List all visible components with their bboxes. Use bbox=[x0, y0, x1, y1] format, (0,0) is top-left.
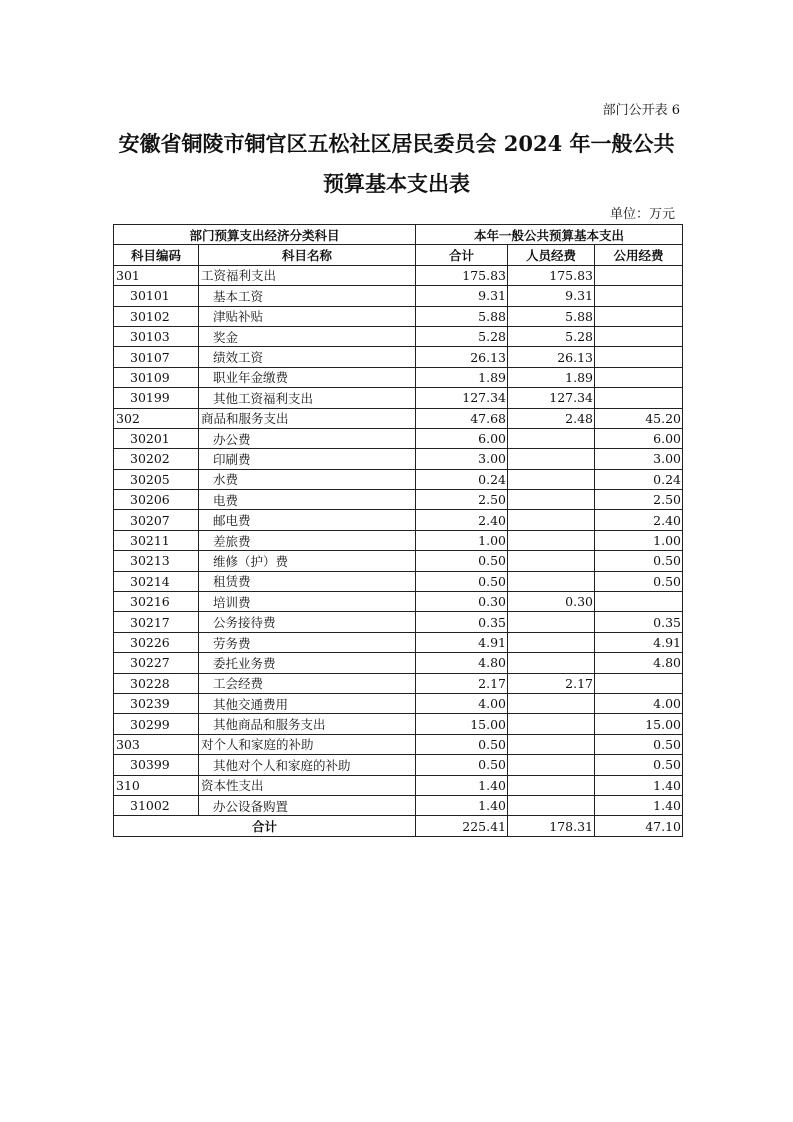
row-total: 26.13 bbox=[416, 347, 508, 367]
row-personnel bbox=[508, 449, 595, 469]
row-personnel: 127.34 bbox=[508, 388, 595, 408]
row-code: 30206 bbox=[114, 490, 199, 510]
table-row bbox=[114, 714, 683, 734]
row-total: 4.80 bbox=[416, 653, 508, 673]
header-group-right: 本年一般公共预算基本支出 bbox=[416, 225, 683, 245]
totals-label: 合计 bbox=[114, 816, 416, 836]
header-row bbox=[114, 245, 683, 265]
table-row bbox=[114, 571, 683, 591]
row-personnel bbox=[508, 795, 595, 815]
totals-public: 47.10 bbox=[595, 816, 683, 836]
row-personnel: 5.28 bbox=[508, 326, 595, 346]
row-personnel bbox=[508, 510, 595, 530]
row-name: 职业年金缴费 bbox=[199, 367, 416, 387]
row-personnel bbox=[508, 530, 595, 550]
row-personnel bbox=[508, 653, 595, 673]
row-total: 15.00 bbox=[416, 714, 508, 734]
table-row bbox=[114, 755, 683, 775]
table-row bbox=[114, 632, 683, 652]
form-number: 部门公开表 6 bbox=[602, 103, 680, 118]
totals-total: 225.41 bbox=[416, 816, 508, 836]
row-name: 其他商品和服务支出 bbox=[199, 714, 416, 734]
row-public: 4.91 bbox=[595, 632, 683, 652]
row-personnel: 5.88 bbox=[508, 306, 595, 326]
row-code: 30399 bbox=[114, 755, 199, 775]
row-personnel bbox=[508, 734, 595, 754]
row-code: 31002 bbox=[114, 795, 199, 815]
row-name: 印刷费 bbox=[199, 449, 416, 469]
row-code: 30109 bbox=[114, 367, 199, 387]
row-public: 0.24 bbox=[595, 469, 683, 489]
row-public: 0.50 bbox=[595, 734, 683, 754]
row-code: 30201 bbox=[114, 428, 199, 448]
table-row bbox=[114, 367, 683, 387]
row-personnel: 175.83 bbox=[508, 265, 595, 285]
row-personnel: 1.89 bbox=[508, 367, 595, 387]
row-name: 办公设备购置 bbox=[199, 795, 416, 815]
header-public: 公用经费 bbox=[595, 245, 683, 265]
table-row bbox=[114, 306, 683, 326]
table-row bbox=[114, 428, 683, 448]
row-name: 资本性支出 bbox=[199, 775, 416, 795]
row-code: 302 bbox=[114, 408, 199, 428]
row-code: 310 bbox=[114, 775, 199, 795]
table-row bbox=[114, 408, 683, 428]
row-personnel bbox=[508, 571, 595, 591]
table-row bbox=[114, 693, 683, 713]
row-personnel: 26.13 bbox=[508, 347, 595, 367]
row-total: 0.50 bbox=[416, 551, 508, 571]
row-public: 15.00 bbox=[595, 714, 683, 734]
row-name: 奖金 bbox=[199, 326, 416, 346]
table-row bbox=[114, 592, 683, 612]
row-total: 6.00 bbox=[416, 428, 508, 448]
table-row bbox=[114, 388, 683, 408]
row-total: 0.50 bbox=[416, 755, 508, 775]
row-public: 2.50 bbox=[595, 490, 683, 510]
table-row bbox=[114, 286, 683, 306]
row-total: 0.50 bbox=[416, 571, 508, 591]
row-code: 30228 bbox=[114, 673, 199, 693]
header-total: 合计 bbox=[416, 245, 508, 265]
table-row bbox=[114, 449, 683, 469]
row-personnel bbox=[508, 612, 595, 632]
row-code: 30211 bbox=[114, 530, 199, 550]
row-code: 30103 bbox=[114, 326, 199, 346]
row-code: 30205 bbox=[114, 469, 199, 489]
row-code: 303 bbox=[114, 734, 199, 754]
row-personnel bbox=[508, 428, 595, 448]
row-public bbox=[595, 592, 683, 612]
row-public: 4.80 bbox=[595, 653, 683, 673]
row-name: 维修（护）费 bbox=[199, 551, 416, 571]
row-code: 30214 bbox=[114, 571, 199, 591]
header-personnel: 人员经费 bbox=[508, 245, 595, 265]
row-code: 30202 bbox=[114, 449, 199, 469]
row-personnel bbox=[508, 490, 595, 510]
header-group-row bbox=[114, 225, 683, 245]
row-code: 30101 bbox=[114, 286, 199, 306]
row-name: 商品和服务支出 bbox=[199, 408, 416, 428]
row-name: 培训费 bbox=[199, 592, 416, 612]
row-name: 对个人和家庭的补助 bbox=[199, 734, 416, 754]
row-name: 劳务费 bbox=[199, 632, 416, 652]
table-row bbox=[114, 551, 683, 571]
row-name: 其他对个人和家庭的补助 bbox=[199, 755, 416, 775]
row-name: 公务接待费 bbox=[199, 612, 416, 632]
row-public: 0.35 bbox=[595, 612, 683, 632]
row-personnel: 9.31 bbox=[508, 286, 595, 306]
row-code: 30239 bbox=[114, 693, 199, 713]
row-code: 30226 bbox=[114, 632, 199, 652]
row-public: 6.00 bbox=[595, 428, 683, 448]
row-personnel bbox=[508, 632, 595, 652]
row-total: 0.50 bbox=[416, 734, 508, 754]
table-row bbox=[114, 265, 683, 285]
row-public: 1.40 bbox=[595, 775, 683, 795]
row-public bbox=[595, 326, 683, 346]
unit-label: 单位：万元 bbox=[609, 207, 675, 222]
row-public bbox=[595, 265, 683, 285]
row-total: 1.00 bbox=[416, 530, 508, 550]
row-personnel: 2.17 bbox=[508, 673, 595, 693]
row-public: 45.20 bbox=[595, 408, 683, 428]
title-line-2: 预算基本支出表 bbox=[323, 171, 470, 196]
row-name: 工资福利支出 bbox=[199, 265, 416, 285]
row-name: 电费 bbox=[199, 490, 416, 510]
header-code: 科目编码 bbox=[114, 245, 199, 265]
row-total: 2.50 bbox=[416, 490, 508, 510]
row-public bbox=[595, 673, 683, 693]
row-public: 0.50 bbox=[595, 571, 683, 591]
header-name: 科目名称 bbox=[199, 245, 416, 265]
table-row bbox=[114, 469, 683, 489]
row-total: 1.40 bbox=[416, 795, 508, 815]
row-total: 4.91 bbox=[416, 632, 508, 652]
row-code: 30107 bbox=[114, 347, 199, 367]
row-code: 30207 bbox=[114, 510, 199, 530]
table-row bbox=[114, 612, 683, 632]
row-personnel bbox=[508, 714, 595, 734]
row-total: 0.30 bbox=[416, 592, 508, 612]
row-code: 30227 bbox=[114, 653, 199, 673]
row-total: 3.00 bbox=[416, 449, 508, 469]
row-name: 委托业务费 bbox=[199, 653, 416, 673]
table-row bbox=[114, 673, 683, 693]
row-public bbox=[595, 306, 683, 326]
table-row bbox=[114, 347, 683, 367]
table-row bbox=[114, 326, 683, 346]
row-total: 5.28 bbox=[416, 326, 508, 346]
row-name: 其他工资福利支出 bbox=[199, 388, 416, 408]
row-name: 绩效工资 bbox=[199, 347, 416, 367]
row-personnel: 0.30 bbox=[508, 592, 595, 612]
row-name: 工会经费 bbox=[199, 673, 416, 693]
row-name: 租赁费 bbox=[199, 571, 416, 591]
row-name: 水费 bbox=[199, 469, 416, 489]
row-public: 2.40 bbox=[595, 510, 683, 530]
row-total: 0.24 bbox=[416, 469, 508, 489]
title-line-1: 安徽省铜陵市铜官区五松社区居民委员会 2024 年一般公共 bbox=[118, 131, 675, 156]
row-name: 基本工资 bbox=[199, 286, 416, 306]
row-personnel bbox=[508, 693, 595, 713]
row-total: 2.40 bbox=[416, 510, 508, 530]
row-personnel: 2.48 bbox=[508, 408, 595, 428]
table-row bbox=[114, 653, 683, 673]
row-public: 1.00 bbox=[595, 530, 683, 550]
row-public bbox=[595, 388, 683, 408]
row-total: 5.88 bbox=[416, 306, 508, 326]
row-total: 1.89 bbox=[416, 367, 508, 387]
row-total: 0.35 bbox=[416, 612, 508, 632]
row-personnel bbox=[508, 755, 595, 775]
row-public bbox=[595, 347, 683, 367]
page-title bbox=[100, 124, 693, 204]
row-code: 30199 bbox=[114, 388, 199, 408]
row-code: 301 bbox=[114, 265, 199, 285]
row-public: 1.40 bbox=[595, 795, 683, 815]
table-row bbox=[114, 510, 683, 530]
row-name: 其他交通费用 bbox=[199, 693, 416, 713]
header-group-left: 部门预算支出经济分类科目 bbox=[114, 225, 416, 245]
row-public bbox=[595, 367, 683, 387]
row-total: 2.17 bbox=[416, 673, 508, 693]
table-row bbox=[114, 775, 683, 795]
row-code: 30299 bbox=[114, 714, 199, 734]
row-total: 175.83 bbox=[416, 265, 508, 285]
row-code: 30102 bbox=[114, 306, 199, 326]
row-personnel bbox=[508, 469, 595, 489]
table-body bbox=[114, 265, 683, 816]
row-public: 0.50 bbox=[595, 755, 683, 775]
row-total: 4.00 bbox=[416, 693, 508, 713]
row-total: 127.34 bbox=[416, 388, 508, 408]
row-name: 津贴补贴 bbox=[199, 306, 416, 326]
table-row bbox=[114, 795, 683, 815]
row-personnel bbox=[508, 551, 595, 571]
totals-personnel: 178.31 bbox=[508, 816, 595, 836]
row-code: 30216 bbox=[114, 592, 199, 612]
table-row bbox=[114, 490, 683, 510]
row-total: 1.40 bbox=[416, 775, 508, 795]
row-public: 4.00 bbox=[595, 693, 683, 713]
row-code: 30213 bbox=[114, 551, 199, 571]
table-row bbox=[114, 530, 683, 550]
row-public bbox=[595, 286, 683, 306]
row-personnel bbox=[508, 775, 595, 795]
row-public: 3.00 bbox=[595, 449, 683, 469]
row-code: 30217 bbox=[114, 612, 199, 632]
row-public: 0.50 bbox=[595, 551, 683, 571]
totals-row bbox=[114, 816, 683, 836]
table-row bbox=[114, 734, 683, 754]
row-name: 邮电费 bbox=[199, 510, 416, 530]
row-name: 办公费 bbox=[199, 428, 416, 448]
row-total: 47.68 bbox=[416, 408, 508, 428]
row-name: 差旅费 bbox=[199, 530, 416, 550]
budget-table bbox=[113, 224, 683, 837]
row-total: 9.31 bbox=[416, 286, 508, 306]
